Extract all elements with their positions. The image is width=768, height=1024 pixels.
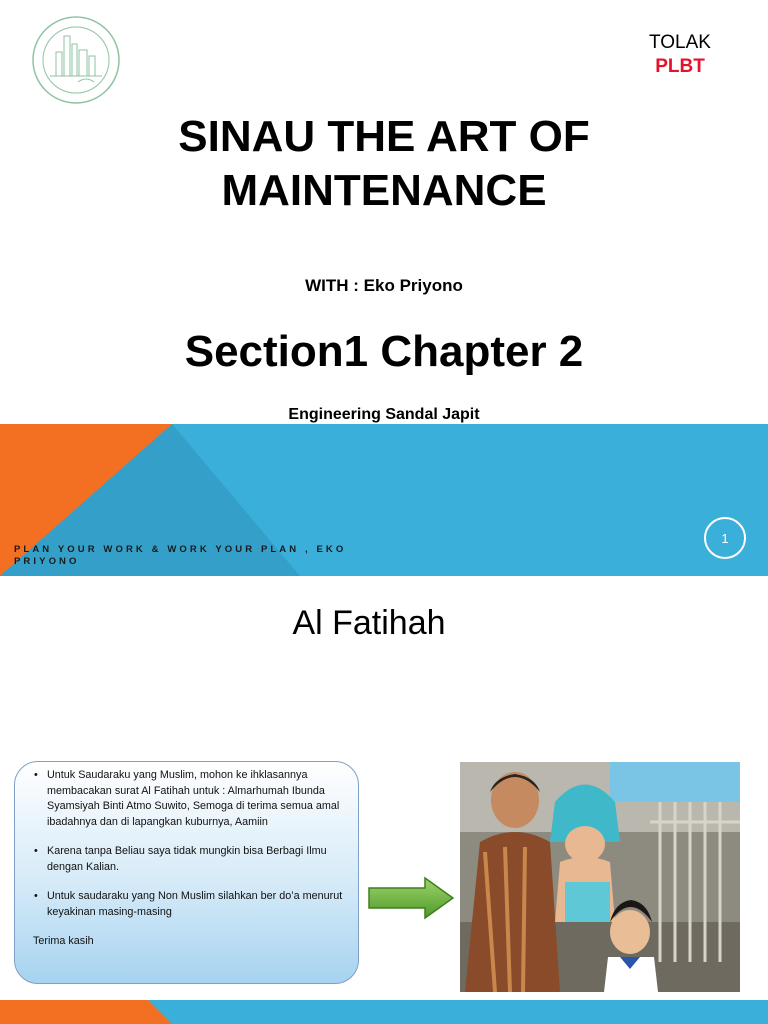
- thanks-text: Terima kasih: [33, 935, 94, 947]
- footer-text: [14, 544, 374, 568]
- slide-2: [0, 576, 768, 1024]
- plbt-label: PLBT: [655, 56, 705, 77]
- title-line-2: MAINTENANCE: [221, 166, 547, 215]
- club-logo-icon: [28, 12, 124, 108]
- footer-line-1: PLAN YOUR WORK & WORK YOUR PLAN , EKO: [14, 544, 347, 555]
- slide-title: [80, 110, 688, 218]
- footer-line-2: PRIYONO: [14, 556, 80, 567]
- family-photo: [460, 762, 740, 992]
- section-heading: Section1 Chapter 2: [184, 327, 584, 376]
- slide-subtitle: Engineering Sandal Japit: [288, 406, 480, 423]
- message-item: • Untuk Saudaraku yang Muslim, mohon ke ihklasannya membacakan surat Al Fatihah untuk : Almarhumah Ibunda Syamsiyah Binti Atmo Suwito, Semoga di terima semua amal ibadahnya dan di lapangkan kuburnya, Aamiin: [47, 768, 346, 830]
- green-arrow-icon: [367, 876, 455, 920]
- al-fatihah-title: Al Fatihah: [292, 604, 446, 642]
- message-item: • Untuk saudaraku yang Non Muslim silahkan ber do’a menurut keyakinan masing-masing: [47, 889, 346, 920]
- title-line-1: SINAU THE ART OF: [178, 112, 590, 161]
- message-item: • Karena tanpa Beliau saya tidak mungkin bisa Berbagi Ilmu dengan Kalian.: [47, 844, 346, 875]
- page-number-badge: 1: [704, 517, 746, 559]
- presenter-line: WITH : Eko Priyono: [305, 276, 463, 295]
- message-box: [14, 761, 359, 984]
- footer-band-2: [0, 1000, 768, 1024]
- tolak-label: TOLAK: [649, 32, 711, 53]
- message-list: [33, 768, 346, 920]
